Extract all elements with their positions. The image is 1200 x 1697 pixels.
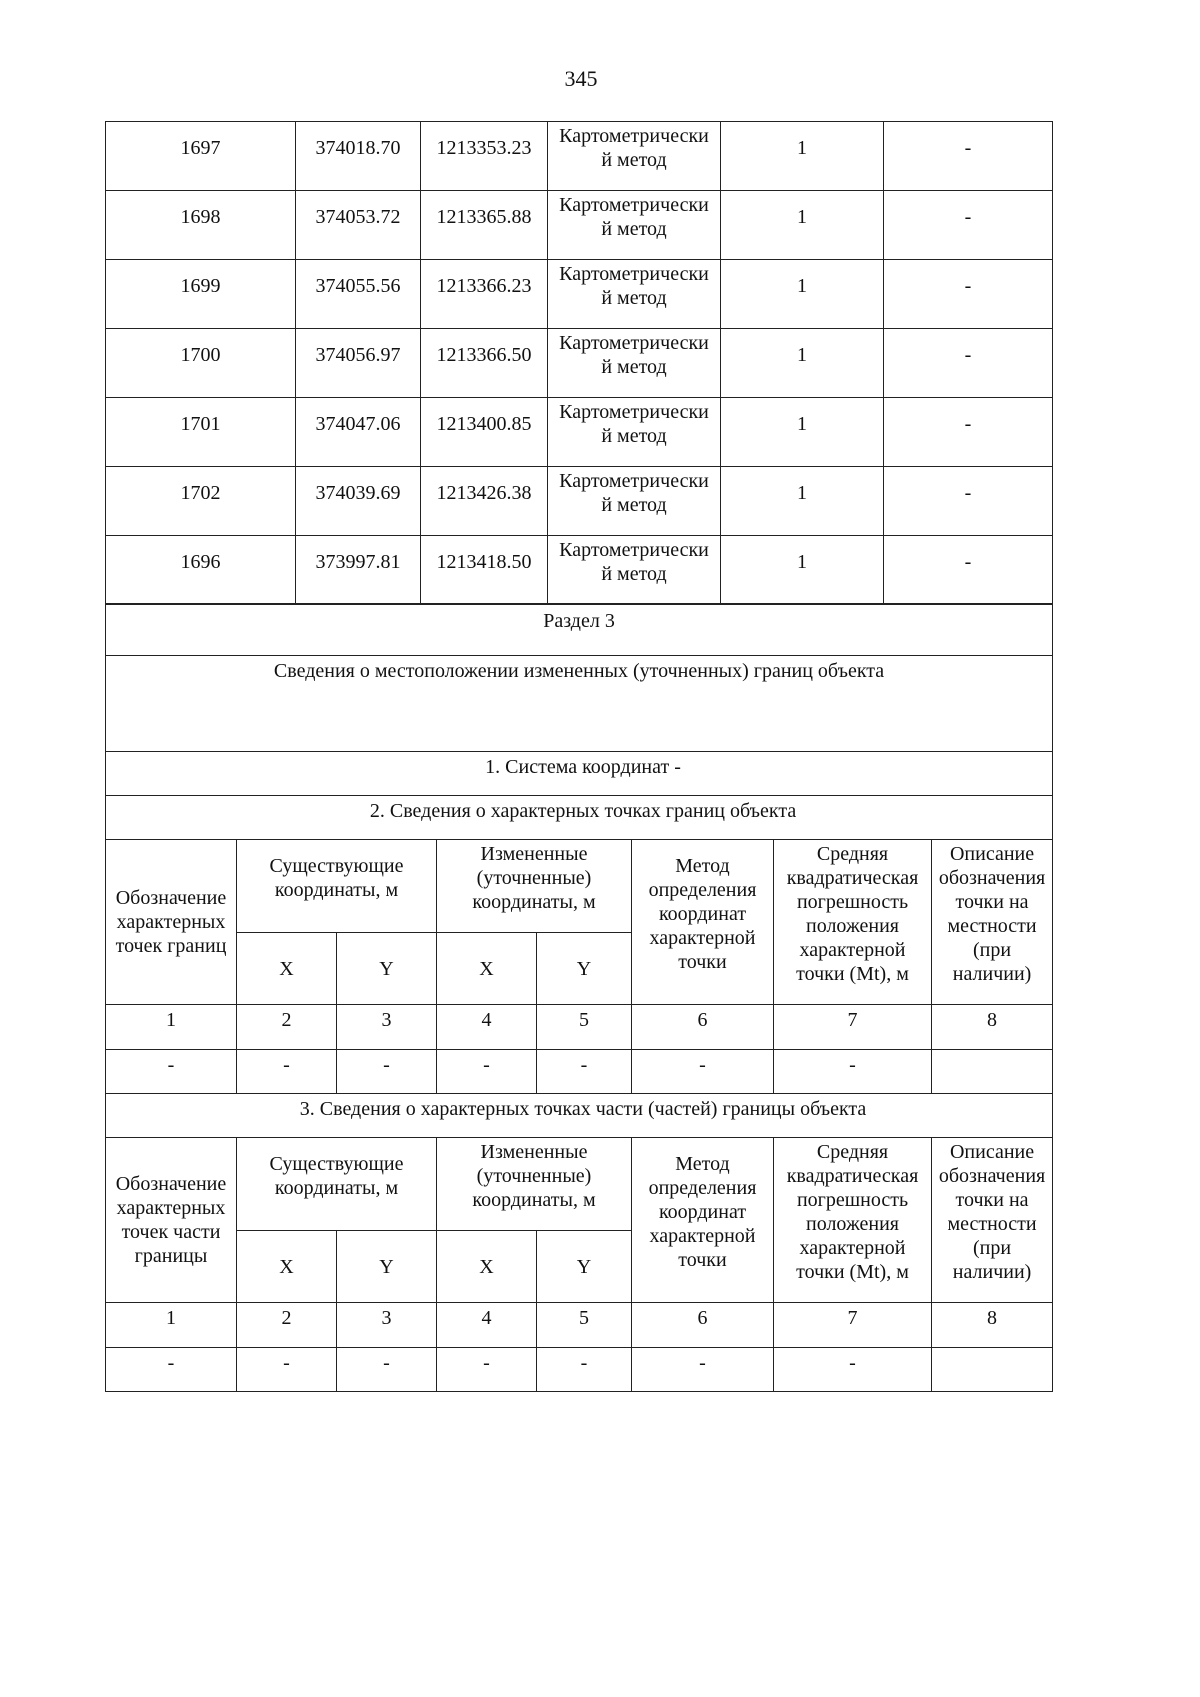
- col-description-line: обозначения: [938, 1165, 1046, 1187]
- col-designation-line: Обозначение: [115, 887, 227, 909]
- col-mean-error-line: погрешность: [796, 891, 909, 913]
- data-cell: [932, 1348, 1053, 1392]
- col-mean-error-line: характерной: [799, 1237, 906, 1259]
- col-mean-error: [774, 840, 932, 1005]
- point-y: 1213366.50: [421, 329, 548, 398]
- point-y: 1213426.38: [421, 467, 548, 536]
- col-designation-line: характерных: [116, 911, 226, 933]
- point-x: 373997.81: [296, 536, 421, 605]
- data-cell: -: [237, 1050, 337, 1094]
- point-accuracy: 1: [721, 467, 884, 536]
- col-mean-error-line: Средняя: [816, 843, 889, 865]
- data-cell: -: [237, 1348, 337, 1392]
- col-changed-coords-line: координаты, м: [472, 891, 596, 913]
- point-x: 374053.72: [296, 191, 421, 260]
- col-method-line: определения: [648, 879, 757, 901]
- point-id: 1702: [106, 467, 296, 536]
- point-method: [548, 467, 721, 536]
- point-method: [548, 398, 721, 467]
- point-y: 1213418.50: [421, 536, 548, 605]
- method-line: й метод: [601, 218, 667, 240]
- col-description-line: (при: [973, 939, 1012, 961]
- data-cell: -: [437, 1348, 537, 1392]
- point-method: [548, 260, 721, 329]
- method-line: Картометрически: [559, 332, 709, 354]
- column-number: 8: [932, 1005, 1053, 1050]
- col-mean-error-line: положения: [806, 915, 899, 937]
- point-y: 1213365.88: [421, 191, 548, 260]
- point-id: 1697: [106, 122, 296, 191]
- method-line: й метод: [601, 425, 667, 447]
- col-changed-coords-line: (уточненные): [476, 867, 592, 889]
- col-method: [632, 1138, 774, 1303]
- col-designation-line: Обозначение: [115, 1173, 227, 1195]
- col-method-line: характерной: [649, 927, 756, 949]
- point-description: -: [884, 191, 1053, 260]
- y-header: Y: [537, 1231, 632, 1303]
- data-cell: [932, 1050, 1053, 1094]
- col-mean-error-line: характерной: [799, 939, 906, 961]
- part-points-heading: 3. Сведения о характерных точках части (частей) границы объекта: [106, 1094, 1053, 1138]
- column-number: 1: [106, 1303, 237, 1348]
- method-line: Картометрически: [559, 263, 709, 285]
- y-header: Y: [337, 1231, 437, 1303]
- col-method-line: координат: [658, 903, 747, 925]
- point-row: [106, 329, 1053, 398]
- col-method-line: точки: [678, 1249, 727, 1271]
- point-row: [106, 467, 1053, 536]
- col-mean-error-line: точки (Mt), м: [796, 963, 909, 985]
- data-cell: -: [774, 1348, 932, 1392]
- point-description: -: [884, 122, 1053, 191]
- column-number: 7: [774, 1303, 932, 1348]
- col-mean-error-line: положения: [806, 1213, 899, 1235]
- point-description: -: [884, 260, 1053, 329]
- column-number: 6: [632, 1005, 774, 1050]
- column-number: 5: [537, 1303, 632, 1348]
- col-method-line: координат: [658, 1201, 747, 1223]
- col-changed-coords-line: Измененные: [480, 1141, 588, 1163]
- col-designation-line: точек части: [121, 1221, 221, 1243]
- col-description-line: Описание: [949, 1141, 1035, 1163]
- col-method-line: характерной: [649, 1225, 756, 1247]
- data-cell: -: [537, 1050, 632, 1094]
- col-designation-line: характерных: [116, 1197, 226, 1219]
- point-description: -: [884, 536, 1053, 605]
- data-cell: -: [337, 1348, 437, 1392]
- boundary-points-heading: 2. Сведения о характерных точках границ объекта: [106, 796, 1053, 840]
- method-line: й метод: [601, 356, 667, 378]
- point-accuracy: 1: [721, 191, 884, 260]
- column-number: 2: [237, 1303, 337, 1348]
- col-method: [632, 840, 774, 1005]
- table3-block: [106, 1138, 1053, 1392]
- method-line: й метод: [601, 287, 667, 309]
- point-id: 1699: [106, 260, 296, 329]
- x-header: X: [237, 1231, 337, 1303]
- method-line: Картометрически: [559, 194, 709, 216]
- point-description: -: [884, 467, 1053, 536]
- point-x: 374055.56: [296, 260, 421, 329]
- method-line: й метод: [601, 563, 667, 585]
- method-line: Картометрически: [559, 125, 709, 147]
- method-line: Картометрически: [559, 539, 709, 561]
- data-cell: -: [437, 1050, 537, 1094]
- data-cell: -: [632, 1348, 774, 1392]
- col-description-line: (при: [973, 1237, 1012, 1259]
- point-description: -: [884, 398, 1053, 467]
- column-number: 6: [632, 1303, 774, 1348]
- col-mean-error-line: погрешность: [796, 1189, 909, 1211]
- section-title: Раздел 3: [106, 604, 1053, 656]
- point-id: 1701: [106, 398, 296, 467]
- point-row: [106, 536, 1053, 605]
- point-method: [548, 122, 721, 191]
- point-y: 1213366.23: [421, 260, 548, 329]
- points-table: [105, 121, 1052, 605]
- point-y: 1213400.85: [421, 398, 548, 467]
- column-number: 3: [337, 1005, 437, 1050]
- table2-block: [106, 840, 1053, 1094]
- col-description-line: местности: [947, 1213, 1037, 1235]
- point-method: [548, 191, 721, 260]
- point-x: 374047.06: [296, 398, 421, 467]
- point-x: 374018.70: [296, 122, 421, 191]
- data-cell: -: [106, 1050, 237, 1094]
- col-description-line: точки на: [955, 1189, 1029, 1211]
- point-method: [548, 329, 721, 398]
- col-changed-coords: [437, 1138, 632, 1231]
- point-description: -: [884, 329, 1053, 398]
- column-number: 3: [337, 1303, 437, 1348]
- col-changed-coords-line: (уточненные): [476, 1165, 592, 1187]
- data-cell: -: [632, 1050, 774, 1094]
- point-id: 1698: [106, 191, 296, 260]
- col-method-line: точки: [678, 951, 727, 973]
- point-row: [106, 260, 1053, 329]
- column-number: 4: [437, 1005, 537, 1050]
- section-3-block: [105, 603, 1052, 1392]
- col-mean-error-line: квадратическая: [786, 1165, 919, 1187]
- col-method-line: Метод: [675, 855, 730, 877]
- y-header: Y: [337, 933, 437, 1005]
- col-existing-coords: [237, 840, 437, 933]
- column-number: 5: [537, 1005, 632, 1050]
- col-description: [932, 1138, 1053, 1303]
- point-id: 1700: [106, 329, 296, 398]
- col-description-line: наличии): [952, 1261, 1032, 1283]
- col-description-line: обозначения: [938, 867, 1046, 889]
- method-line: й метод: [601, 494, 667, 516]
- data-cell: -: [537, 1348, 632, 1392]
- x-header: X: [437, 933, 537, 1005]
- page-number: 345: [564, 66, 598, 91]
- y-header: Y: [537, 933, 632, 1005]
- coord-system-line: 1. Система координат -: [106, 752, 1053, 796]
- col-description-line: наличии): [952, 963, 1032, 985]
- col-description-line: точки на: [955, 891, 1029, 913]
- col-existing-coords-line: Существующие: [269, 1153, 404, 1175]
- column-number: 7: [774, 1005, 932, 1050]
- col-mean-error-line: квадратическая: [786, 867, 919, 889]
- column-number: 8: [932, 1303, 1053, 1348]
- point-accuracy: 1: [721, 122, 884, 191]
- point-row: [106, 398, 1053, 467]
- point-row: [106, 191, 1053, 260]
- x-header: X: [237, 933, 337, 1005]
- data-cell: -: [106, 1348, 237, 1392]
- col-designation: [106, 840, 237, 1005]
- column-number: 1: [106, 1005, 237, 1050]
- point-accuracy: 1: [721, 260, 884, 329]
- col-changed-coords-line: координаты, м: [472, 1189, 596, 1211]
- section-subtitle: Сведения о местоположении измененных (уточненных) границ объекта: [106, 656, 1053, 752]
- column-number: 2: [237, 1005, 337, 1050]
- col-designation-line: границы: [134, 1245, 208, 1267]
- x-header: X: [437, 1231, 537, 1303]
- point-accuracy: 1: [721, 329, 884, 398]
- col-existing-coords: [237, 1138, 437, 1231]
- col-mean-error: [774, 1138, 932, 1303]
- col-mean-error-line: точки (Mt), м: [796, 1261, 909, 1283]
- point-y: 1213353.23: [421, 122, 548, 191]
- col-description: [932, 840, 1053, 1005]
- method-line: й метод: [601, 149, 667, 171]
- col-changed-coords: [437, 840, 632, 933]
- col-method-line: Метод: [675, 1153, 730, 1175]
- column-number: 4: [437, 1303, 537, 1348]
- col-existing-coords-line: координаты, м: [274, 879, 399, 901]
- col-designation: [106, 1138, 237, 1303]
- col-designation-line: точек границ: [115, 935, 227, 957]
- method-line: Картометрически: [559, 401, 709, 423]
- point-x: 374039.69: [296, 467, 421, 536]
- method-line: Картометрически: [559, 470, 709, 492]
- point-id: 1696: [106, 536, 296, 605]
- col-method-line: определения: [648, 1177, 757, 1199]
- point-x: 374056.97: [296, 329, 421, 398]
- col-changed-coords-line: Измененные: [480, 843, 588, 865]
- col-existing-coords-line: координаты, м: [274, 1177, 399, 1199]
- col-description-line: местности: [947, 915, 1037, 937]
- point-accuracy: 1: [721, 398, 884, 467]
- col-existing-coords-line: Существующие: [269, 855, 404, 877]
- data-cell: -: [337, 1050, 437, 1094]
- col-description-line: Описание: [949, 843, 1035, 865]
- point-accuracy: 1: [721, 536, 884, 605]
- point-row: [106, 122, 1053, 191]
- data-cell: -: [774, 1050, 932, 1094]
- col-mean-error-line: Средняя: [816, 1141, 889, 1163]
- point-method: [548, 536, 721, 605]
